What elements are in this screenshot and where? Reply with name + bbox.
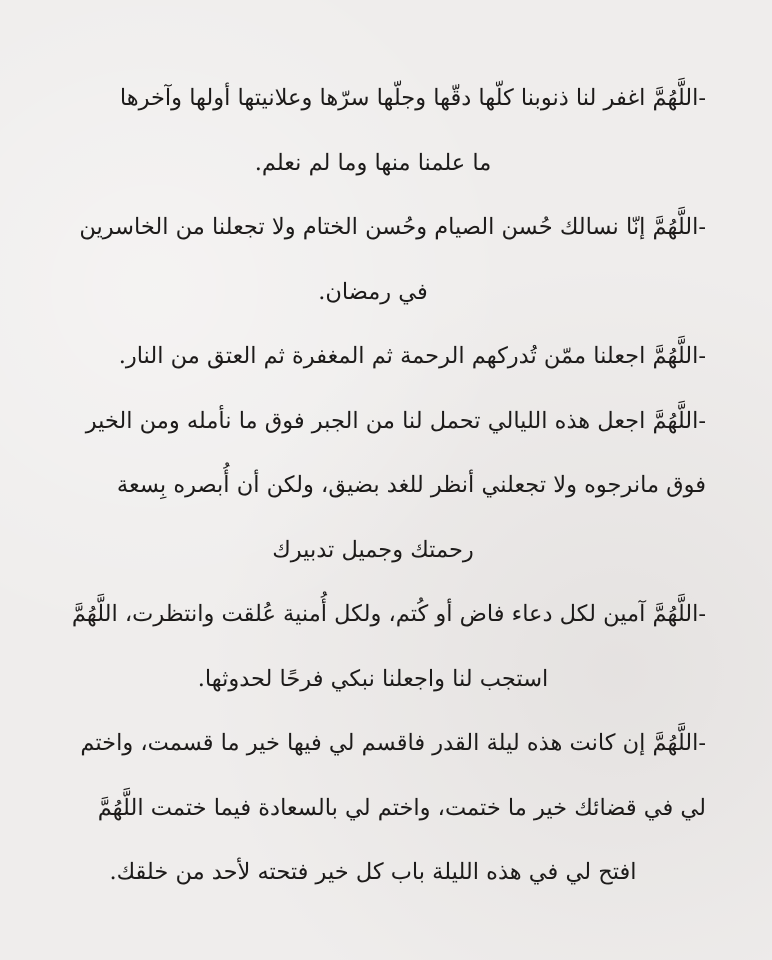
text-line: فوق مانرجوه ولا تجعلني أنظر للغد بضيق، ولكن أن أُبصره بِسعة xyxy=(116,472,706,498)
text-line: افتح لي في هذه الليلة باب كل خير فتحته لأحد من خلقك. xyxy=(109,859,637,885)
text-line: -اللَّهُمَّ إنّا نسالك حُسن الصيام وحُسن الختام ولا تجعلنا من الخاسرين xyxy=(79,214,706,240)
text-line: لي في قضائك خير ما ختمت، واختم لي بالسعادة فيما ختمت اللَّهُمَّ xyxy=(97,794,706,821)
text-line: استجب لنا واجعلنا نبكي فرحًا لحدوثها. xyxy=(197,665,549,692)
text-line: -اللَّهُمَّ اغفر لنا ذنوبنا كلّها دقّها وجلّها سرّها وعلانيتها أولها وآخرها xyxy=(119,85,706,111)
text-line: ما علمنا منها وما لم نعلم. xyxy=(254,149,492,176)
text-line: -اللَّهُمَّ آمين لكل دعاء فاض أو كُتم، ولكل أُمنية عُلقت وانتظرت، اللَّهُمَّ xyxy=(71,601,706,627)
text-line: -اللَّهُمَّ إن كانت هذه ليلة القدر فاقسم لي فيها خير ما قسمت، واختم xyxy=(80,730,706,756)
text-line: -اللَّهُمَّ اجعل هذه الليالي تحمل لنا من الجبر فوق ما نأمله ومن الخير xyxy=(85,407,706,434)
text-line: في رمضان. xyxy=(318,278,428,305)
text-line: رحمتك وجميل تدبيرك xyxy=(272,536,474,563)
dua-text-block xyxy=(40,66,706,905)
text-line: -اللَّهُمَّ اجعلنا ممّن تُدركهم الرحمة ثم المغفرة ثم العتق من النار. xyxy=(118,343,706,369)
